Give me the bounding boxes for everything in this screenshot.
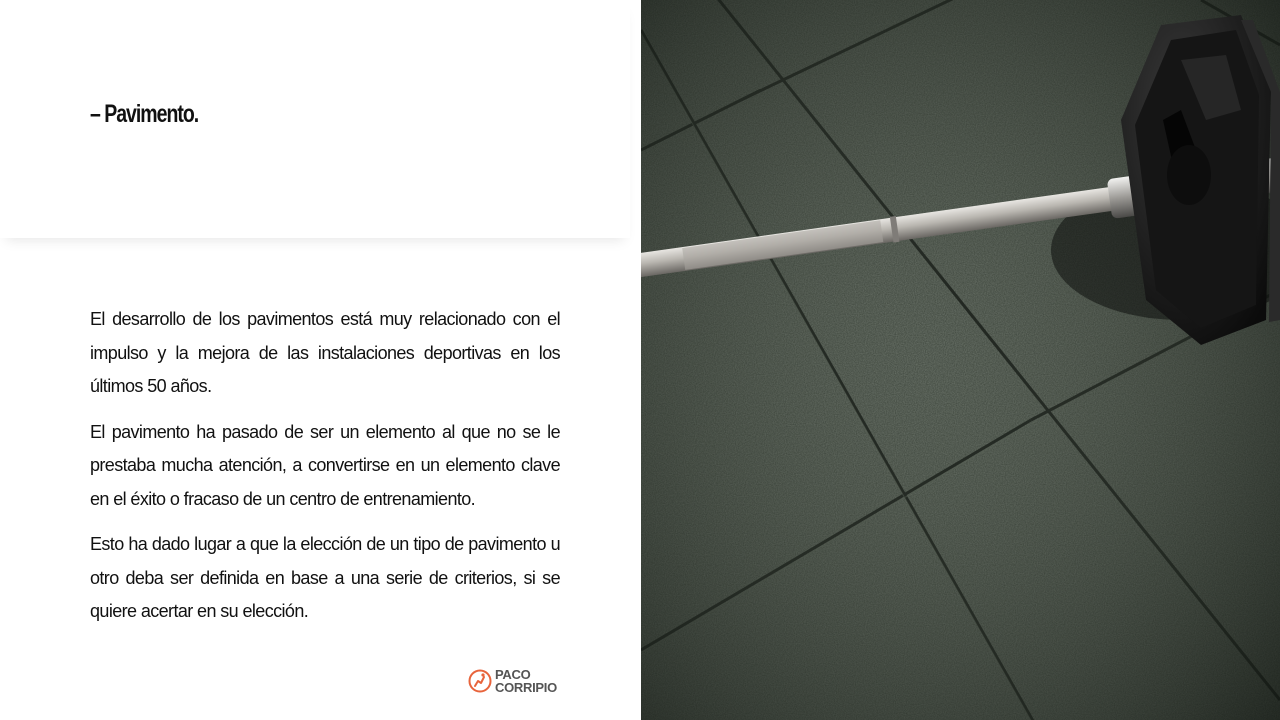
barbell-floor-photo	[641, 0, 1280, 720]
body-text	[90, 303, 560, 641]
slide-title: – Pavimento.	[90, 100, 199, 128]
logo-line-2: CORRIPIO	[495, 680, 557, 695]
paragraph-3: Esto ha dado lugar a que la elección de un tipo de pavimento u otro deba ser definida en base a una serie de criterios, si se quiere acertar en su elección.	[90, 534, 560, 621]
paragraph-1: El desarrollo de los pavimentos está muy relacionado con el impulso y la mejora de las instalaciones deportivas en los últimos 50 años.	[90, 309, 560, 396]
barbell-on-rubber-floor-image	[641, 0, 1280, 720]
runner-logo-icon	[468, 669, 492, 693]
paragraph-2: El pavimento ha pasado de ser un elemento al que no se le prestaba mucha atención, a convertirse en un elemento clave en el éxito o fracaso de un centro de entrenamiento.	[90, 421, 560, 509]
logo-line-1: PACO	[495, 667, 531, 682]
brand-logo	[468, 668, 557, 694]
